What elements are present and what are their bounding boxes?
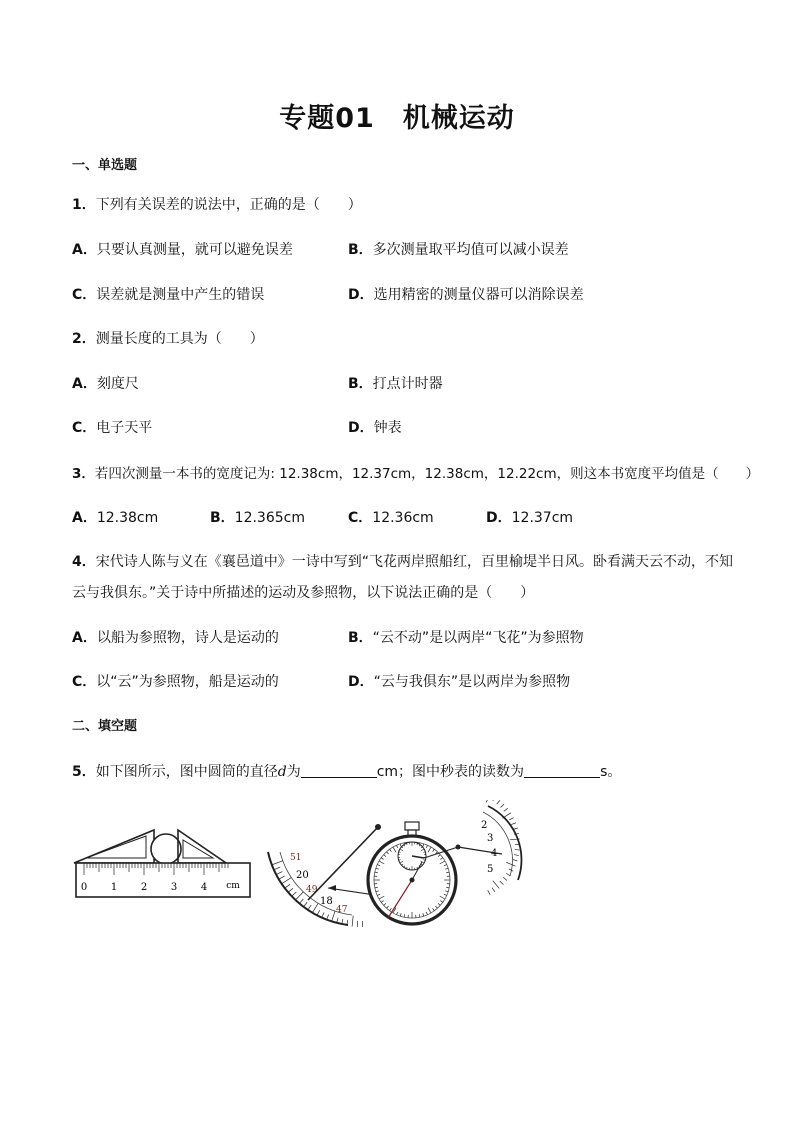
question-3 — [72, 462, 759, 482]
tick-mark — [308, 905, 311, 910]
q5-figure — [70, 800, 540, 940]
q5-blank-diameter[interactable] — [301, 763, 377, 778]
title-part2: 机械运动 — [402, 103, 515, 134]
q2-option-b[interactable]: B．打点计时器 — [348, 376, 443, 392]
tick-mark — [273, 861, 283, 865]
right-dial-magnified — [458, 800, 521, 895]
tick-mark — [502, 813, 510, 818]
q3-option-b[interactable]: B．12.365cm — [210, 510, 305, 526]
dial-right-2: 2 — [481, 820, 488, 831]
q2-option-a[interactable]: A．刻度尺 — [72, 376, 139, 392]
q4-option-b[interactable]: B．“云不动”是以两岸“飞花”为参照物 — [348, 630, 584, 646]
ruler-label-3: 3 — [170, 882, 178, 893]
q3-stem: 若四次测量一本书的宽度记为: 12.38cm，12.37cm，12.38cm，12.22cm，则这本书宽度平均值是（ ） — [94, 466, 760, 482]
tick-mark — [506, 873, 510, 876]
tick-mark — [500, 881, 504, 885]
q3-option-c[interactable]: C．12.36cm — [348, 510, 434, 526]
tick-mark — [486, 800, 491, 802]
left-dial-ticks — [273, 861, 363, 927]
tick-mark — [500, 804, 504, 807]
title-part1: 专题01 — [279, 103, 375, 134]
dial-left-49: 49 — [306, 885, 318, 895]
q3-number: 3． — [72, 466, 95, 482]
tick-mark — [275, 867, 281, 869]
tick-mark — [304, 902, 308, 907]
dial-right-4: 4 — [491, 848, 498, 859]
section-single-choice: 一、单选题 — [72, 158, 138, 173]
q4-option-c[interactable]: C．以“云”为参照物，船是运动的 — [72, 674, 279, 690]
q4-option-a[interactable]: A．以船为参照物，诗人是运动的 — [72, 630, 279, 646]
q1-option-b[interactable]: B．多次测量取平均值可以减小误差 — [348, 242, 569, 258]
dial-left-47: 47 — [336, 905, 348, 915]
tick-mark — [492, 888, 495, 892]
q3-option-d[interactable]: D．12.37cm — [486, 510, 574, 526]
tick-mark — [504, 808, 508, 811]
tick-mark — [277, 872, 282, 875]
q1-option-c[interactable]: C．误差就是测量中产生的错误 — [72, 287, 265, 303]
tick-mark — [493, 800, 496, 801]
question-4-line2: 云与我俱东。”关于诗中所描述的运动及参照物，以下说法正确的是（ ） — [72, 585, 535, 601]
stopwatch — [368, 822, 461, 924]
dial-left-51: 51 — [290, 853, 302, 863]
q2-option-d[interactable]: D．钟表 — [348, 420, 402, 436]
tick-mark — [515, 850, 520, 851]
tick-mark — [352, 916, 353, 927]
page-title — [0, 96, 794, 135]
dial-right-5: 5 — [487, 864, 494, 875]
ruler-label-2: 2 — [140, 882, 148, 893]
tick-mark — [299, 899, 303, 904]
question-4-line1: 4．宋代诗人陈与义在《襄邑道中》一诗中写到“飞花两岸照船红，百里榆堤半日风。卧看满天云不动，不知 — [72, 554, 734, 570]
ruler-unit: cm — [226, 881, 240, 891]
q5-blank-stopwatch[interactable] — [524, 763, 600, 778]
ruler-label-1: 1 — [110, 882, 118, 893]
tick-mark — [292, 892, 296, 896]
tick-mark — [497, 800, 500, 804]
q1-option-a[interactable]: A．只要认真测量，就可以避免误差 — [72, 242, 293, 258]
q5-variable-d: d — [277, 764, 287, 780]
tick-mark — [513, 859, 518, 860]
ruler-label-4: 4 — [200, 882, 208, 893]
dial-left-18: 18 — [320, 896, 333, 907]
tick-mark — [509, 818, 513, 820]
q2-stem: 测量长度的工具为（ ） — [95, 331, 264, 347]
tick-mark — [503, 877, 507, 880]
ruler-setup — [74, 830, 250, 897]
question-2 — [72, 328, 264, 348]
tick-mark — [488, 890, 490, 894]
tick-mark — [312, 904, 318, 913]
q1-stem: 下列有关误差的说法中，正确的是（ ） — [95, 197, 362, 213]
ruler-label-0: 0 — [80, 882, 88, 893]
question-5: 5．如下图所示，图中圆筒的直径d为 cm；图中秒表的读数为 s。 — [72, 764, 622, 780]
q1-option-d[interactable]: D．选用精密的测量仪器可以消除误差 — [348, 287, 584, 303]
q4-number: 4． — [72, 554, 96, 570]
dial-left-20: 20 — [296, 870, 309, 881]
tick-mark — [282, 878, 291, 884]
q3-option-a[interactable]: A．12.38cm — [72, 510, 159, 526]
tick-mark — [506, 862, 515, 866]
tick-mark — [493, 881, 499, 889]
q2-option-c[interactable]: C．电子天平 — [72, 420, 153, 436]
tick-mark — [279, 876, 284, 879]
section-fill-blank: 二、填空题 — [72, 719, 138, 734]
tick-mark — [331, 912, 335, 922]
tick-mark — [288, 888, 293, 892]
tick-mark — [514, 855, 519, 856]
q4-option-d[interactable]: D．“云与我俱东”是以两岸为参照物 — [348, 674, 571, 690]
tick-mark — [317, 910, 320, 915]
q1-number: 1． — [72, 197, 96, 213]
q5-number: 5． — [72, 764, 96, 780]
q2-number: 2． — [72, 331, 96, 347]
tick-mark — [296, 892, 304, 900]
tick-mark — [285, 884, 290, 888]
question-1 — [72, 194, 362, 214]
dial-right-3: 3 — [487, 833, 494, 844]
tick-mark — [511, 823, 516, 825]
